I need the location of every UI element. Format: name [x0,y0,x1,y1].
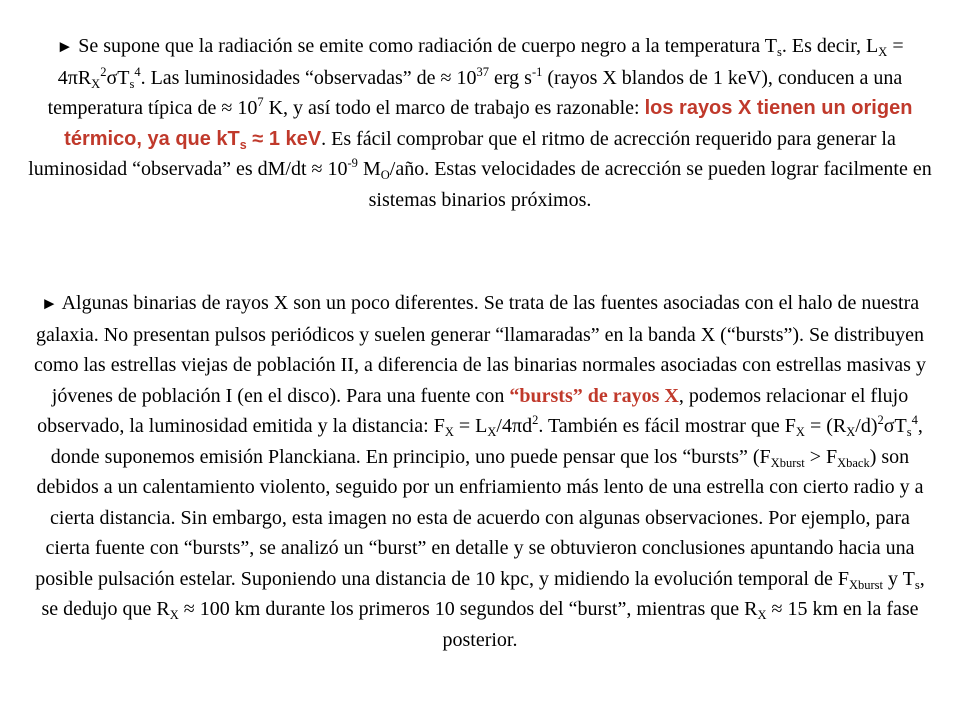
text: , donde suponemos emisión Planckiana. En principio, uno puede pensar que los “bursts” (F [50,415,923,468]
text: y T [883,567,915,590]
approx-symbol: ≈ [771,598,783,620]
text: > F [804,445,838,468]
text: Se supone que la radiación se emite como radiación de cuerpo negro a la temperatura T [73,35,778,57]
approx-symbol: ≈ [311,158,323,180]
text: T [894,415,907,437]
superscript: -9 [347,156,358,170]
text: , se dedujo que R [41,567,925,620]
text: 10 [232,97,258,119]
text: /d) [855,415,878,437]
bullet-icon: ► [56,37,74,56]
approx-symbol: ≈ [252,127,264,150]
sigma-symbol: σ [106,66,118,89]
bullet-icon: ► [40,294,58,313]
highlight-text: 1 keV [263,127,322,150]
text: . También es fácil mostrar que F [538,415,796,437]
text: = 4 [57,35,904,89]
subscript: s [906,425,912,439]
subscript: O [380,168,390,182]
superscript: 2 [532,413,539,427]
subscript: s [239,137,247,152]
text: 100 km durante los primeros 10 segundos del “burst”, mientras que R [194,598,758,620]
approx-symbol: ≈ [221,97,233,119]
highlight-text: los rayos X tienen un origen térmico, ya que kT [64,97,913,150]
superscript: 7 [257,95,264,109]
text: . Las luminosidades “observadas” de [140,66,441,89]
text: erg s [488,66,532,89]
sigma-symbol: σ [883,415,895,437]
subscript: X [169,608,179,622]
text: /año. Estas velocidades de acrección se pueden lograr facilmente en sistemas binarios próximos. [368,158,932,211]
subscript: X [878,45,888,59]
text: (rayos X blandos de 1 keV), conducen a una temperatura típica de [47,66,903,119]
superscript: 4 [911,413,918,427]
text: ) son debidos a un calentamiento violento, seguido por un enfriamiento más lento de una estrella con cierto radio y a cierta distancia. Sin embargo, esta imagen no esta de acuerdo con algunas observaciones. Por ejemplo, para cierta fuente con “bursts”, se analizó un “burst” en detalle y se obtuvieron conclusiones apuntando hacia una posible pulsación estelar. Suponiendo una distancia de 10 kpc, y midiendo la evolución temporal de F [35,445,924,590]
text: Algunas binarias de rayos X son un poco diferentes. Se trata de las fuentes asociadas con el halo de nuestra galaxia. No presentan pulsos periódicos y suelen generar “llamaradas” en la banda X (“bursts”). Se distribuyen como las estrellas viejas de población II, a diferencia de las binarias normales asociadas con estrellas masivas y jóvenes de población I (en el disco). Para una fuente con [34,292,926,407]
text: /4 [496,415,512,437]
text: 10 [451,66,477,89]
subscript: X [846,425,856,439]
text: = L [453,415,488,437]
subscript: X [757,608,767,622]
text: M [357,158,381,180]
approx-symbol: ≈ [440,66,452,89]
text: = (R [804,415,847,437]
subscript: X [91,76,101,91]
subscript: Xback [837,455,870,470]
paragraph-blackbody [26,31,934,215]
approx-symbol: ≈ [183,598,195,620]
superscript: -1 [531,64,543,79]
highlight-xray-bursts: “bursts” de rayos X [509,384,679,407]
subscript: X [795,425,805,439]
subscript: s [777,45,782,59]
paragraph-bursts [26,288,934,655]
text: 15 km en la fase posterior. [442,598,919,651]
text: K, y así todo el marco de trabajo es razonable: [263,97,645,119]
superscript: 2 [100,64,107,79]
pi-symbol: π [67,66,78,89]
text: T [117,66,130,89]
text: . Es fácil comprobar que el ritmo de acrección requerido para generar la luminosidad “observada” es dM/dt [28,127,896,180]
subscript: X [444,425,454,439]
subscript: Xburst [770,455,805,470]
text: . Es decir, L [781,35,879,57]
text: 10 [322,158,348,180]
subscript: s [914,577,920,592]
pi-symbol: π [511,415,523,437]
superscript: 37 [476,64,489,79]
superscript: 2 [877,413,884,427]
text: R [77,66,92,89]
subscript: s [129,76,135,91]
text: , podemos relacionar el flujo observado, la luminosidad emitida y la distancia: F [37,384,909,437]
subscript: X [487,425,497,439]
superscript: 4 [134,64,141,79]
subscript: Xburst [848,577,883,592]
text: d [522,415,533,437]
